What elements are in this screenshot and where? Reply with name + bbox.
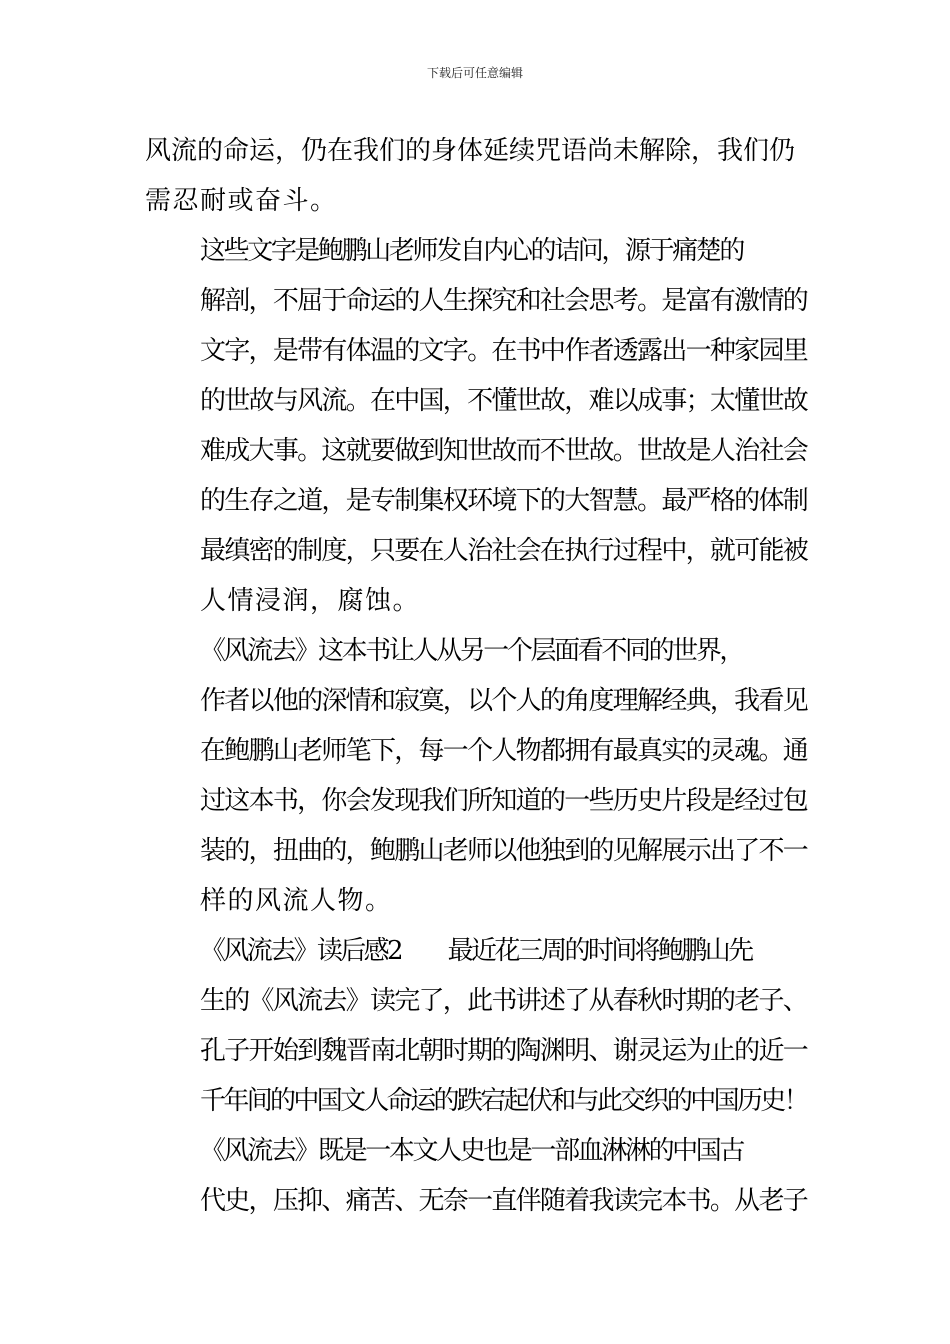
text-line: 在鲍鹏山老师笔下，每一个人物都拥有最真实的灵魂。通	[200, 736, 808, 766]
text-line: 解剖，不屈于命运的人生探究和社会思考。是富有激情的	[200, 286, 808, 316]
text-line: 最缜密的制度，只要在人治社会在执行过程中，就可能被	[200, 536, 808, 566]
text-line: 装的，扭曲的，鲍鹏山老师以他独到的见解展示出了不一	[200, 836, 808, 866]
paragraph-1	[145, 126, 807, 226]
page-header-note: 下载后可任意编辑	[426, 66, 523, 80]
text-line: 千年间的中国文人命运的跌宕起伏和与此交织的中国历史！	[200, 1086, 808, 1116]
text-line: 生的《风流去》读完了，此书讲述了从春秋时期的老子、	[200, 986, 808, 1016]
text-line: 《风流去》读后感2 最近花三周的时间将鲍鹏山先	[200, 936, 752, 966]
text-line: 《风流去》这本书让人从另一个层面看不同的世界，	[200, 636, 744, 666]
text-line: 人情浸润，腐蚀。	[200, 586, 421, 616]
text-line: 需忍耐或奋斗。	[145, 186, 338, 216]
text-line: 的生存之道，是专制集权环境下的大智慧。最严格的体制	[200, 486, 808, 516]
text-line: 样的风流人物。	[200, 886, 393, 916]
text-line: 《风流去》既是一本文人史也是一部血淋淋的中国古	[200, 1136, 744, 1166]
paragraph-4	[145, 926, 807, 1126]
text-line: 难成大事。这就要做到知世故而不世故。世故是人治社会	[200, 436, 808, 466]
text-line: 文字，是带有体温的文字。在书中作者透露出一种家园里	[200, 336, 808, 366]
document-body	[145, 126, 807, 1226]
paragraph-3	[145, 626, 807, 926]
text-line: 过这本书，你会发现我们所知道的一些历史片段是经过包	[200, 786, 808, 816]
text-line: 代史，压抑、痛苦、无奈一直伴随着我读完本书。从老子	[200, 1186, 808, 1216]
paragraph-5	[145, 1126, 807, 1226]
text-line: 的世故与风流。在中国，不懂世故，难以成事；太懂世故	[200, 386, 808, 416]
text-line: 孔子开始到魏晋南北朝时期的陶渊明、谢灵运为止的近一	[200, 1036, 808, 1066]
text-line: 这些文字是鲍鹏山老师发自内心的诘问，源于痛楚的	[200, 236, 744, 266]
text-line: 作者以他的深情和寂寞，以个人的角度理解经典，我看见	[200, 686, 808, 716]
paragraph-2	[145, 226, 807, 626]
text-line: 风流的命运，仍在我们的身体延续咒语尚未解除，我们仍	[145, 136, 796, 166]
